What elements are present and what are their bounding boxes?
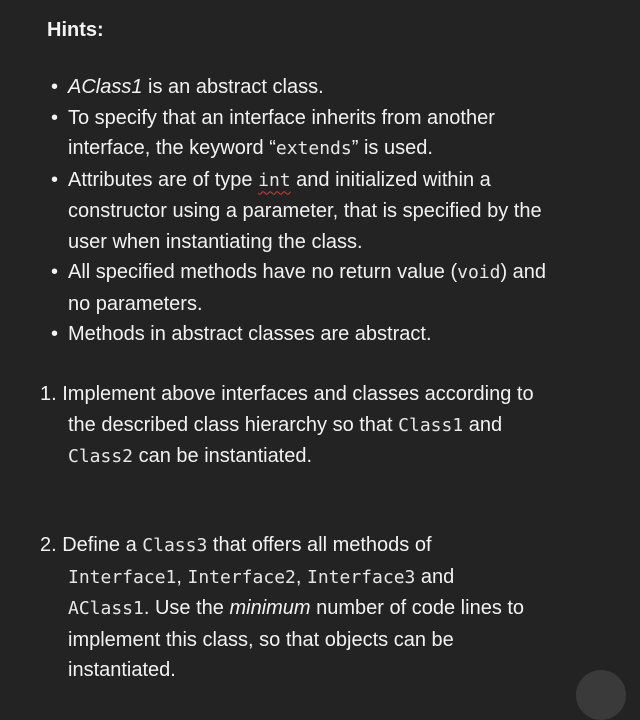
question-text: ,: [176, 565, 188, 588]
hint-text: Attributes are of type: [68, 168, 259, 191]
bullet-icon: •: [51, 168, 59, 191]
question-code: Class2: [68, 446, 134, 467]
hint-text: no parameters.: [68, 292, 203, 315]
hint-code-spellcheck: int: [258, 169, 291, 191]
question-line: instantiated.: [68, 659, 176, 681]
question-code: Class1: [398, 414, 464, 436]
question-emphasis: minimum: [229, 597, 311, 619]
bullet-icon: •: [51, 261, 59, 283]
hint-item-methods: [40, 257, 600, 319]
bullet-icon: •: [51, 106, 59, 129]
question-line: [40, 410, 600, 442]
hint-item-abstract-class: [40, 72, 600, 103]
question-text: 1. Implement above interfaces and classes according to: [40, 383, 534, 405]
question-text: number of code lines to: [310, 597, 525, 619]
question-code: Interface2: [187, 566, 296, 588]
hint-text: and initialized within a: [290, 168, 491, 191]
hint-code: void: [457, 262, 501, 283]
bullet-icon: •: [51, 323, 59, 345]
hint-text: user when instantiating the class.: [68, 230, 363, 253]
hint-item-attributes: [40, 165, 600, 258]
question-text: the described class hierarchy so that: [68, 413, 399, 436]
hints-list: [40, 72, 600, 350]
hint-class-name: AClass1: [68, 76, 143, 98]
hint-item-abstract-methods: [40, 319, 600, 350]
hint-item-extends: [40, 103, 600, 165]
question-text: 2. Define a: [40, 534, 143, 556]
question-code: Interface3: [307, 566, 416, 588]
question-line: [40, 593, 600, 625]
hint-text: All specified methods have no return value (: [68, 261, 458, 283]
hint-text: To specify that an interface inherits from another: [68, 106, 495, 129]
hint-text: is an abstract class.: [142, 76, 324, 98]
hint-text: ” is used.: [351, 137, 433, 159]
hint-text: Methods in abstract classes are abstract.: [68, 323, 432, 345]
question-text: . Use the: [143, 597, 230, 619]
question-line: [40, 441, 600, 473]
question-text: and: [415, 565, 455, 588]
hint-text: ) and: [500, 261, 547, 283]
hint-text: interface, the keyword “: [68, 137, 276, 159]
question-2: [40, 530, 600, 686]
question-code: Class3: [142, 535, 208, 556]
question-text: can be instantiated.: [133, 445, 313, 467]
hint-code: extends: [275, 138, 352, 159]
hint-text: constructor using a parameter, that is specified by the: [68, 200, 542, 222]
bullet-icon: •: [51, 76, 59, 98]
question-code: Interface1: [68, 566, 177, 588]
question-line: [40, 562, 600, 594]
hints-title: Hints:: [47, 19, 104, 41]
question-code: AClass1: [68, 598, 144, 619]
floating-action-button[interactable]: [576, 670, 626, 720]
question-line: implement this class, so that objects can be: [68, 628, 454, 651]
question-text: that offers all methods of: [207, 534, 432, 556]
question-1: [40, 379, 600, 473]
question-text: ,: [295, 565, 307, 588]
question-text: and: [463, 413, 503, 436]
